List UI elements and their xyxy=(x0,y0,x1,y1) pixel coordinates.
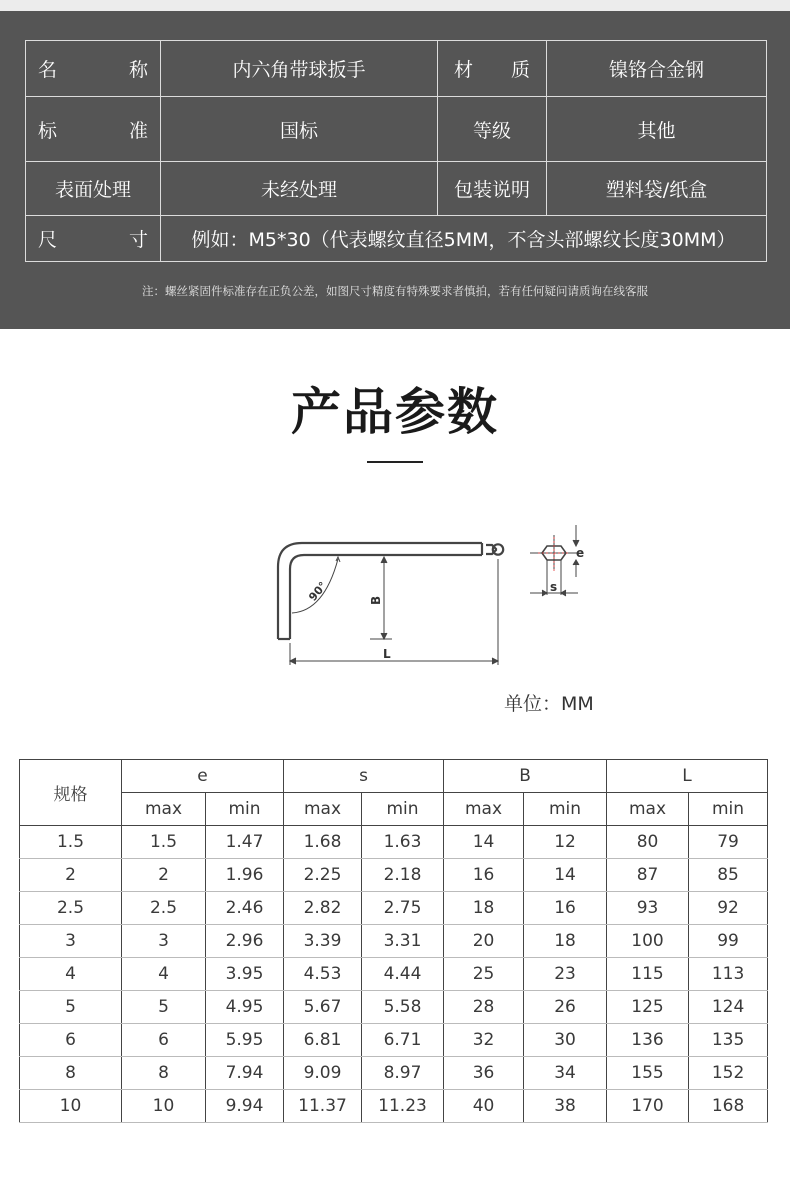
title-rule xyxy=(367,461,423,463)
table-row xyxy=(20,991,768,1024)
unit-label: 单位：MM xyxy=(504,693,594,715)
param-table xyxy=(19,759,768,1123)
value-cell: 16 xyxy=(444,859,524,892)
value-cell: 80 xyxy=(607,826,689,859)
value-cell: 1.47 xyxy=(206,826,284,859)
value-cell: 3.95 xyxy=(206,958,284,991)
value-cell: 1.5 xyxy=(122,826,206,859)
spec-value: 未经处理 xyxy=(161,162,438,216)
spec-cell: 6 xyxy=(20,1024,122,1057)
value-cell: 2.18 xyxy=(362,859,444,892)
value-cell: 25 xyxy=(444,958,524,991)
value-cell: 168 xyxy=(689,1090,768,1123)
sub-header-min: min xyxy=(362,793,444,826)
value-cell: 1.63 xyxy=(362,826,444,859)
table-row xyxy=(20,1090,768,1123)
spec-label: 名 称 xyxy=(26,41,161,97)
spec-header: 规格 xyxy=(20,760,122,826)
value-cell: 18 xyxy=(524,925,607,958)
value-cell: 100 xyxy=(607,925,689,958)
value-cell: 11.37 xyxy=(284,1090,362,1123)
value-cell: 2.25 xyxy=(284,859,362,892)
value-cell: 23 xyxy=(524,958,607,991)
spec-label: 尺 寸 xyxy=(26,216,161,262)
value-cell: 136 xyxy=(607,1024,689,1057)
spec-row xyxy=(26,162,767,216)
angle-label: 90° xyxy=(306,579,330,604)
spec-cell: 4 xyxy=(20,958,122,991)
spec-value: 塑料袋/纸盒 xyxy=(547,162,767,216)
sub-header-min: min xyxy=(689,793,768,826)
value-cell: 28 xyxy=(444,991,524,1024)
value-cell: 4.95 xyxy=(206,991,284,1024)
sub-header-max: max xyxy=(607,793,689,826)
value-cell: 5.95 xyxy=(206,1024,284,1057)
table-row xyxy=(20,1024,768,1057)
value-cell: 3.39 xyxy=(284,925,362,958)
value-cell: 5.67 xyxy=(284,991,362,1024)
value-cell: 87 xyxy=(607,859,689,892)
value-cell: 2 xyxy=(122,859,206,892)
value-cell: 2.75 xyxy=(362,892,444,925)
value-cell: 34 xyxy=(524,1057,607,1090)
top-band xyxy=(0,0,790,11)
value-cell: 92 xyxy=(689,892,768,925)
value-cell: 3.31 xyxy=(362,925,444,958)
value-cell: 93 xyxy=(607,892,689,925)
table-row xyxy=(20,892,768,925)
value-cell: 18 xyxy=(444,892,524,925)
sub-header-min: min xyxy=(206,793,284,826)
value-cell: 38 xyxy=(524,1090,607,1123)
spec-size-value: 例如：M5*30（代表螺纹直径5MM，不含头部螺纹长度30MM） xyxy=(161,216,767,262)
table-row xyxy=(20,958,768,991)
spec-label: 材 质 xyxy=(438,41,547,97)
value-cell: 2.96 xyxy=(206,925,284,958)
param-body xyxy=(20,826,768,1123)
value-cell: 1.68 xyxy=(284,826,362,859)
spec-cell: 8 xyxy=(20,1057,122,1090)
value-cell: 8 xyxy=(122,1057,206,1090)
table-row xyxy=(20,1057,768,1090)
value-cell: 124 xyxy=(689,991,768,1024)
param-subheader-row xyxy=(20,793,768,826)
spec-label: 包装说明 xyxy=(438,162,547,216)
value-cell: 40 xyxy=(444,1090,524,1123)
sub-header-min: min xyxy=(524,793,607,826)
value-cell: 155 xyxy=(607,1057,689,1090)
value-cell: 85 xyxy=(689,859,768,892)
value-cell: 10 xyxy=(122,1090,206,1123)
value-cell: 170 xyxy=(607,1090,689,1123)
spec-value: 其他 xyxy=(547,97,767,162)
value-cell: 32 xyxy=(444,1024,524,1057)
spec-value: 镍铬合金钢 xyxy=(547,41,767,97)
wrench-diagram xyxy=(260,515,590,665)
spec-cell: 2.5 xyxy=(20,892,122,925)
param-header-row xyxy=(20,760,768,793)
spec-label: 等级 xyxy=(438,97,547,162)
e-label: e xyxy=(576,546,585,560)
value-cell: 135 xyxy=(689,1024,768,1057)
value-cell: 2.46 xyxy=(206,892,284,925)
value-cell: 4.44 xyxy=(362,958,444,991)
group-header-b: B xyxy=(444,760,607,793)
value-cell: 79 xyxy=(689,826,768,859)
table-row xyxy=(20,826,768,859)
value-cell: 7.94 xyxy=(206,1057,284,1090)
s-label: s xyxy=(550,580,558,594)
spec-cell: 3 xyxy=(20,925,122,958)
spec-cell: 5 xyxy=(20,991,122,1024)
value-cell: 4.53 xyxy=(284,958,362,991)
value-cell: 6.71 xyxy=(362,1024,444,1057)
value-cell: 16 xyxy=(524,892,607,925)
spec-row xyxy=(26,41,767,97)
value-cell: 152 xyxy=(689,1057,768,1090)
value-cell: 5 xyxy=(122,991,206,1024)
l-dimension xyxy=(290,559,498,665)
value-cell: 14 xyxy=(524,859,607,892)
group-header-s: s xyxy=(284,760,444,793)
value-cell: 99 xyxy=(689,925,768,958)
spec-row xyxy=(26,216,767,262)
spec-row xyxy=(26,97,767,162)
sub-header-max: max xyxy=(444,793,524,826)
value-cell: 26 xyxy=(524,991,607,1024)
value-cell: 115 xyxy=(607,958,689,991)
value-cell: 9.09 xyxy=(284,1057,362,1090)
spec-value: 国标 xyxy=(161,97,438,162)
spec-label: 表面处理 xyxy=(26,162,161,216)
value-cell: 6 xyxy=(122,1024,206,1057)
value-cell: 5.58 xyxy=(362,991,444,1024)
value-cell: 8.97 xyxy=(362,1057,444,1090)
group-header-l: L xyxy=(607,760,768,793)
value-cell: 2.5 xyxy=(122,892,206,925)
b-label: B xyxy=(369,595,383,605)
group-header-e: e xyxy=(122,760,284,793)
value-cell: 3 xyxy=(122,925,206,958)
spec-value: 内六角带球扳手 xyxy=(161,41,438,97)
sub-header-max: max xyxy=(122,793,206,826)
value-cell: 12 xyxy=(524,826,607,859)
spec-cell: 10 xyxy=(20,1090,122,1123)
spec-label: 标 准 xyxy=(26,97,161,162)
value-cell: 113 xyxy=(689,958,768,991)
spec-cell: 2 xyxy=(20,859,122,892)
section-title: 产品参数 xyxy=(291,383,499,441)
value-cell: 14 xyxy=(444,826,524,859)
spec-cell: 1.5 xyxy=(20,826,122,859)
table-row xyxy=(20,925,768,958)
value-cell: 36 xyxy=(444,1057,524,1090)
value-cell: 4 xyxy=(122,958,206,991)
value-cell: 6.81 xyxy=(284,1024,362,1057)
value-cell: 1.96 xyxy=(206,859,284,892)
spec-table xyxy=(25,40,767,262)
spec-panel xyxy=(0,11,790,329)
value-cell: 11.23 xyxy=(362,1090,444,1123)
sub-header-max: max xyxy=(284,793,362,826)
value-cell: 2.82 xyxy=(284,892,362,925)
l-label: L xyxy=(383,647,391,661)
spec-note: 注：螺丝紧固件标准存在正负公差，如图尺寸精度有特殊要求者慎拍，若有任何疑问请质询在线客服 xyxy=(142,284,648,298)
table-row xyxy=(20,859,768,892)
value-cell: 20 xyxy=(444,925,524,958)
value-cell: 9.94 xyxy=(206,1090,284,1123)
value-cell: 125 xyxy=(607,991,689,1024)
value-cell: 30 xyxy=(524,1024,607,1057)
